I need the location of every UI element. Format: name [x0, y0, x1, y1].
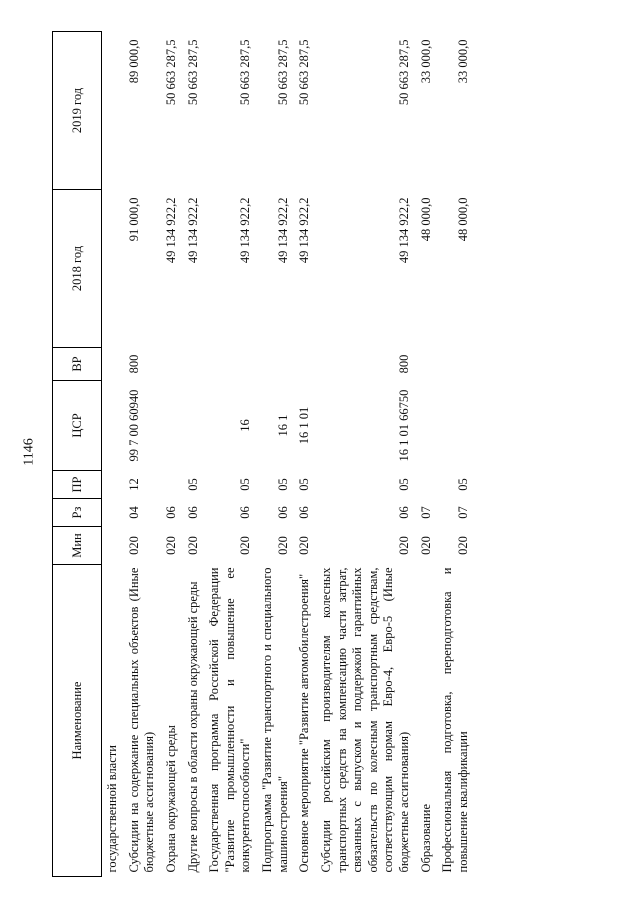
row-pr [416, 471, 438, 499]
table-row [316, 32, 416, 877]
header-csr: ЦСР [53, 381, 102, 471]
row-min: 020 [397, 536, 411, 555]
row-vr [416, 348, 438, 381]
header-2018: 2018 год [53, 190, 102, 348]
row-min: 020 [126, 536, 141, 555]
row-name: Основное мероприятие "Развитие автомобилестроения" [297, 573, 312, 873]
header-min: Мин [53, 527, 102, 565]
page-number: 1146 [22, 438, 38, 466]
row-pr: 05 [238, 478, 253, 491]
row-2018: 49 134 922,2 [275, 197, 290, 264]
header-vr: ВР [53, 348, 102, 381]
row-pr: 05 [455, 478, 470, 491]
table-row [124, 32, 161, 877]
table-row [416, 32, 438, 877]
row-vr [204, 348, 257, 381]
row-rz: 06 [185, 506, 200, 519]
row-pr: 05 [275, 478, 290, 491]
row-2019: 50 663 287,5 [297, 39, 312, 106]
table-row [161, 32, 183, 877]
row-2018: 91 000,0 [126, 197, 141, 242]
row-vr [102, 348, 124, 381]
row-2018: 49 134 922,2 [238, 197, 253, 264]
row-min: 020 [238, 536, 253, 555]
row-name: государственной власти [105, 745, 119, 873]
row-vr [437, 348, 479, 381]
row-rz: 07 [418, 506, 433, 519]
row-csr: 16 1 01 [297, 406, 312, 445]
header-pr: ПР [53, 471, 102, 499]
row-rz: 06 [275, 506, 290, 519]
row-csr: 16 1 01 66750 [397, 389, 411, 462]
row-rz: 06 [163, 506, 178, 519]
row-min: 020 [455, 536, 470, 555]
row-name: Охрана окружающей среды [163, 725, 178, 873]
header-2019: 2019 год [53, 32, 102, 190]
row-pr: 05 [397, 478, 411, 491]
row-vr [294, 348, 316, 381]
row-csr [437, 381, 479, 471]
row-min: 020 [418, 536, 433, 555]
row-pr: 05 [185, 478, 200, 491]
row-2018: 49 134 922,2 [397, 197, 411, 264]
row-2018 [102, 190, 124, 348]
row-csr [161, 381, 183, 471]
row-2019: 50 663 287,5 [163, 39, 178, 106]
row-vr: 800 [126, 354, 141, 374]
row-csr: 16 [238, 419, 253, 432]
row-2018: 48 000,0 [455, 197, 470, 242]
row-name: Субсидии на содержание специальных объектов (Иные бюджетные ассигнования) [126, 567, 157, 873]
row-2019: 50 663 287,5 [397, 39, 411, 106]
table-row [294, 32, 316, 877]
row-name: Профессиональная подготовка, переподготовка и повышение квалификации [440, 567, 470, 873]
row-vr [257, 348, 294, 381]
row-vr [161, 348, 183, 381]
row-2018: 48 000,0 [418, 197, 433, 242]
row-2018: 49 134 922,2 [185, 197, 200, 264]
header-name: Наименование [53, 565, 102, 877]
row-pr [161, 471, 183, 499]
budget-table [52, 31, 480, 877]
row-2019 [102, 32, 124, 190]
table-row [437, 32, 479, 877]
header-rz: Рз [53, 499, 102, 527]
row-csr [102, 381, 124, 471]
row-2019: 50 663 287,5 [185, 39, 200, 106]
table-row [102, 32, 124, 877]
row-2019: 89 000,0 [126, 39, 141, 84]
row-pr: 12 [126, 478, 141, 491]
row-name: Подпрограмма "Развитие транспортного и специального машиностроения" [260, 567, 290, 873]
row-vr: 800 [397, 354, 411, 374]
row-csr [416, 381, 438, 471]
row-2019: 33 000,0 [455, 39, 470, 84]
row-csr: 99 7 00 60940 [126, 389, 141, 462]
table-row [204, 32, 257, 877]
row-rz: 06 [238, 506, 253, 519]
row-min: 020 [185, 536, 200, 555]
row-2019: 33 000,0 [418, 39, 433, 84]
row-rz: 04 [126, 506, 141, 519]
row-name: Другие вопросы в области охраны окружающей среды [185, 581, 200, 873]
row-pr [102, 471, 124, 499]
row-rz: 06 [297, 506, 312, 519]
row-min: 020 [297, 536, 312, 555]
row-min [102, 527, 124, 565]
table-header-row [53, 32, 102, 877]
row-min: 020 [163, 536, 178, 555]
row-2019: 50 663 287,5 [275, 39, 290, 106]
table-row [183, 32, 205, 877]
row-vr [183, 348, 205, 381]
row-rz [102, 499, 124, 527]
table-row [257, 32, 294, 877]
row-csr: 16 1 [275, 414, 290, 437]
row-rz: 07 [455, 506, 470, 519]
row-pr: 05 [297, 478, 312, 491]
row-2018: 49 134 922,2 [163, 197, 178, 264]
row-name: Образование [418, 803, 433, 873]
row-name: Субсидии российским производителям колесных транспортных средств на компенсацию части затрат, связанных с выпуском и поддержкой гарантийных обязательств по колесным транспортным средствам, соответствующим нормам Евро-4, Евро-5 (Иные бюджетные ассигнования) [318, 567, 411, 873]
budget-table-rotated [52, 32, 587, 877]
row-2019: 50 663 287,5 [238, 39, 253, 106]
row-min: 020 [275, 536, 290, 555]
row-2018: 49 134 922,2 [297, 197, 312, 264]
row-csr [183, 381, 205, 471]
row-name: Государственная программа Российской Федерации "Развитие промышленности и повышение ее конкурентоспособности" [207, 567, 253, 873]
row-rz: 06 [397, 506, 411, 519]
